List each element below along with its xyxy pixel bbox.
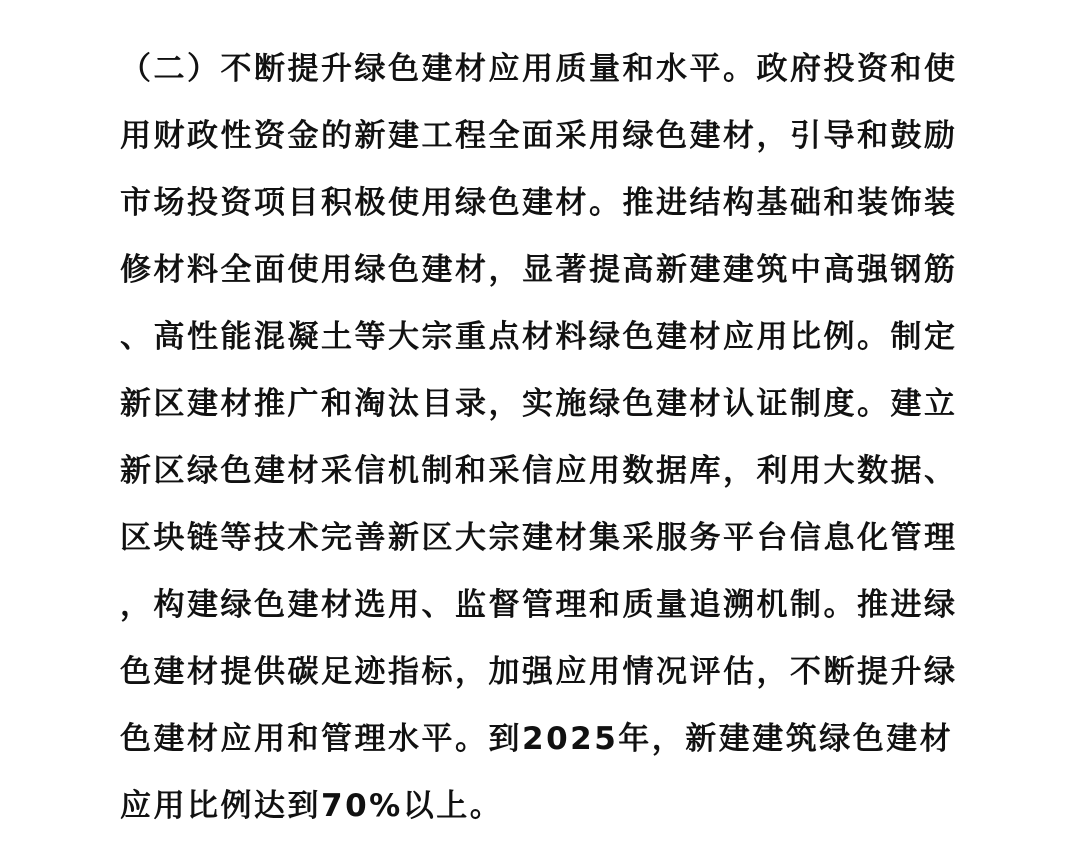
paragraph-line-11: 色建材应用和管理水平。到2025年，新建建筑绿色建材 [120,721,954,757]
paragraph-line-6: 新区建材推广和淘汰目录，实施绿色建材认证制度。建立 [120,386,958,422]
paragraph-line-5: 、高性能混凝土等大宗重点材料绿色建材应用比例。制定 [120,319,958,355]
paragraph-line-1: （二）不断提升绿色建材应用质量和水平。政府投资和使 [120,51,958,87]
paragraph-line-3: 市场投资项目积极使用绿色建材。推进结构基础和装饰装 [120,185,958,221]
paragraph-line-4: 修材料全面使用绿色建材，显著提高新建建筑中高强钢筋 [120,252,958,288]
paragraph [120,36,965,840]
paragraph-line-9: ，构建绿色建材选用、监督管理和质量追溯机制。推进绿 [120,587,958,623]
paragraph-line-10: 色建材提供碳足迹指标，加强应用情况评估，不断提升绿 [120,654,958,690]
paragraph-line-7: 新区绿色建材采信机制和采信应用数据库，利用大数据、 [120,453,958,489]
paragraph-line-12: 应用比例达到70%以上。 [120,788,504,824]
paragraph-line-8: 区块链等技术完善新区大宗建材集采服务平台信息化管理 [120,520,958,556]
paragraph-line-2: 用财政性资金的新建工程全面采用绿色建材，引导和鼓励 [120,118,958,154]
